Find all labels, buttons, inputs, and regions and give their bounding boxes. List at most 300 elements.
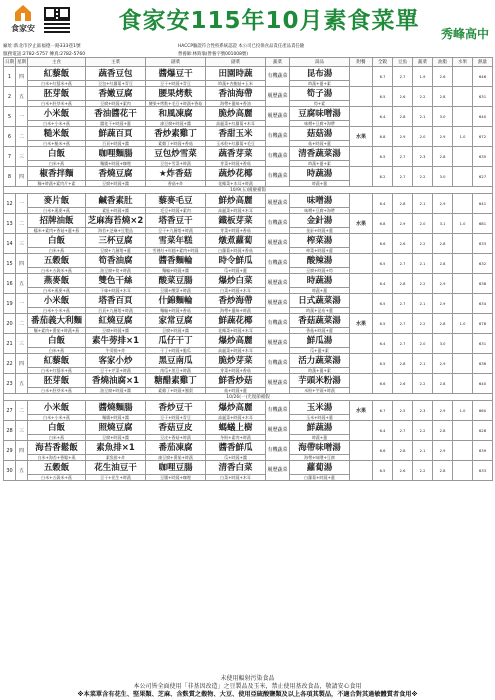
side-1-ingredients: 豆干+花生+時蔬 bbox=[86, 475, 146, 481]
date-cell: 5 bbox=[4, 107, 16, 127]
side-dish-3: 脆炒芽菜 bbox=[206, 354, 266, 368]
nutrition-value: 2.1 bbox=[413, 294, 433, 314]
main-dish: 小米飯 bbox=[28, 294, 86, 308]
column-header: 蔬菜 bbox=[266, 58, 290, 67]
main-ingredients: 白米+燕 bbox=[28, 161, 86, 167]
soup-cell: 昆布湯 bbox=[290, 67, 350, 81]
vegetable-cell: 履歷蔬菜 bbox=[266, 334, 290, 354]
nutrition-value: 2.3 bbox=[413, 147, 433, 167]
nutrition-value: 2.9 bbox=[433, 127, 453, 147]
side-dish-3: 爆炒高麗 bbox=[206, 401, 266, 415]
calorie-cell: 627 bbox=[473, 167, 493, 187]
side-dish-2: 和風凍腐 bbox=[146, 107, 206, 121]
side-3-ingredients: 菇+時蔬+薑 bbox=[206, 388, 266, 394]
main-ingredients: 白米+胚芽米+燕 bbox=[28, 388, 86, 394]
soup-ingredients: 金針+時蔬+薑 bbox=[290, 228, 350, 234]
main-dish: 五穀飯 bbox=[28, 461, 86, 475]
main-dish: 白飯 bbox=[28, 147, 86, 161]
qr-code-icon[interactable] bbox=[44, 7, 70, 33]
nutrition-value: 2.2 bbox=[413, 87, 433, 107]
main-ingredients: 糯米+素肉+香菇+薑+燕 bbox=[28, 228, 86, 234]
table-row bbox=[4, 421, 493, 435]
soup-cell: 豆腐味噌湯 bbox=[290, 107, 350, 121]
nutrition-value: 2.2 bbox=[413, 234, 433, 254]
soup-cell: 海帶味噌湯 bbox=[290, 441, 350, 455]
weekday-cell: 五 bbox=[16, 374, 28, 394]
vegetable-cell: 履歷蔬菜 bbox=[266, 421, 290, 441]
side-3-ingredients: 海帶+薑絲+時蔬 bbox=[206, 308, 266, 314]
nutrition-value: 2.0 bbox=[413, 214, 433, 234]
main-ingredients: 白米+小米+燕 bbox=[28, 121, 86, 127]
table-row bbox=[4, 461, 493, 475]
nutrition-value: 2.8 bbox=[433, 147, 453, 167]
date-cell: 13 bbox=[4, 214, 16, 234]
side-dish-1: 客家小炒 bbox=[86, 354, 146, 368]
date-cell: 22 bbox=[4, 354, 16, 374]
calorie-cell: 678 bbox=[473, 314, 493, 334]
nutrition-value: 2.7 bbox=[393, 294, 413, 314]
side-dish-3: 鮮炒高麗 bbox=[206, 194, 266, 208]
soup-cell: 時蔬湯 bbox=[290, 167, 350, 181]
soup-cell: 榨菜湯 bbox=[290, 234, 350, 248]
fruit-cell: 水果 bbox=[350, 214, 373, 234]
vegetable-cell: 履歷蔬菜 bbox=[266, 461, 290, 481]
nutrition-value: 6.5 bbox=[373, 294, 393, 314]
nutrition-value: 2.7 bbox=[393, 334, 413, 354]
main-dish: 胚芽飯 bbox=[28, 87, 86, 101]
menu-table bbox=[3, 57, 493, 481]
nutrition-value: 2.9 bbox=[433, 274, 453, 294]
soup-ingredients: 筍+素 bbox=[290, 101, 350, 107]
calorie-cell: 640 bbox=[473, 107, 493, 127]
side-dish-1: 醬燒麵腸 bbox=[86, 401, 146, 415]
nutrition-value: 2.7 bbox=[393, 421, 413, 441]
fruit-cell bbox=[350, 274, 373, 294]
column-header: 豆魚 bbox=[393, 58, 413, 67]
side-dish-1: 素魚排×1 bbox=[86, 441, 146, 455]
table-row bbox=[4, 334, 493, 348]
side-2-ingredients: 香菇+炸 bbox=[146, 181, 206, 187]
soup-cell: 筍子湯 bbox=[290, 87, 350, 101]
side-2-ingredients: 南瓜+黑豆+時蔬 bbox=[146, 368, 206, 374]
nutrition-value: 2.7 bbox=[393, 67, 413, 87]
side-3-ingredients: 瓜+時蔬+薑 bbox=[206, 268, 266, 274]
nutrition-value: 2.7 bbox=[393, 147, 413, 167]
nutrition-value: 6.6 bbox=[373, 374, 393, 394]
fruit-cell: 水果 bbox=[350, 314, 373, 334]
fruit-cell bbox=[350, 334, 373, 354]
side-dish-1: 鹹香素肚 bbox=[86, 194, 146, 208]
column-header: 全穀 bbox=[373, 58, 393, 67]
side-dish-3: 蔬香芽菜 bbox=[206, 147, 266, 161]
vegetable-cell: 履歷蔬菜 bbox=[266, 234, 290, 254]
side-dish-1: 鮮蔬百頁 bbox=[86, 127, 146, 141]
soup-ingredients: 時蔬+薑 bbox=[290, 181, 350, 187]
main-dish: 招牌油飯 bbox=[28, 214, 86, 228]
fruit-cell bbox=[350, 167, 373, 187]
soup-ingredients: 菇+時蔬+薑 bbox=[290, 141, 350, 147]
main-dish: 紅藜飯 bbox=[28, 67, 86, 81]
side-1-ingredients: 豆腐+時蔬+醬 bbox=[86, 181, 146, 187]
side-3-ingredients: 玉米粒+紅蘿蔔+毛豆 bbox=[206, 141, 266, 147]
fruit-cell bbox=[350, 67, 373, 87]
nutrition-value: 2.2 bbox=[413, 461, 433, 481]
nutrition-value: 6.5 bbox=[373, 354, 393, 374]
main-dish: 胚芽飯 bbox=[28, 374, 86, 388]
nutrition-value: 6.6 bbox=[373, 234, 393, 254]
side-dish-3: 鮮蔬花椰 bbox=[206, 314, 266, 328]
weekday-cell: 四 bbox=[16, 167, 28, 187]
nutrition-value: 2.8 bbox=[433, 461, 453, 481]
side-dish-1: 咖哩麵腸 bbox=[86, 147, 146, 161]
table-row bbox=[4, 374, 493, 388]
soup-ingredients: 白蘿蔔+時蔬+薑 bbox=[290, 475, 350, 481]
nutrition-value: 2.3 bbox=[413, 401, 433, 421]
calorie-cell: 628 bbox=[473, 421, 493, 441]
nutrition-value: 6.4 bbox=[373, 421, 393, 441]
weekday-cell: 四 bbox=[16, 441, 28, 461]
soup-ingredients: 時蔬+薑+素 bbox=[290, 161, 350, 167]
nutrition-value bbox=[453, 374, 473, 394]
side-2-ingredients: 豆腸+時蔬+咖哩 bbox=[146, 475, 206, 481]
haccp-info: HACCP驗證符合性校系統認證 本公司已投保食品責任產品責任險 bbox=[178, 44, 305, 49]
nutrition-value bbox=[453, 274, 473, 294]
nutrition-value: 2.9 bbox=[433, 401, 453, 421]
table-row bbox=[4, 254, 493, 268]
nutrition-value: 2.6 bbox=[393, 374, 413, 394]
soup-ingredients: 海帶+味噌+豆腐 bbox=[290, 455, 350, 461]
calorie-cell: 631 bbox=[473, 334, 493, 354]
holiday-note: 10/9(五)國慶補假 bbox=[4, 187, 493, 194]
nutrition-value bbox=[453, 194, 473, 214]
nutrition-value: 2.2 bbox=[413, 314, 433, 334]
side-3-ingredients: 高麗菜+時蔬+木耳 bbox=[206, 208, 266, 214]
nutrition-value: 6.5 bbox=[373, 461, 393, 481]
table-row bbox=[4, 194, 493, 208]
nutrition-value: 6.5 bbox=[373, 314, 393, 334]
column-header: 日期 bbox=[4, 58, 16, 67]
side-dish-2: 醬香麵輪 bbox=[146, 254, 206, 268]
fruit-cell bbox=[350, 147, 373, 167]
table-row bbox=[4, 147, 493, 161]
holiday-row bbox=[4, 394, 493, 401]
side-1-ingredients: 豆腐+時蔬+醬 bbox=[86, 328, 146, 334]
fruit-cell bbox=[350, 234, 373, 254]
side-1-ingredients: 百頁+九層塔+時蔬 bbox=[86, 308, 146, 314]
fruit-cell bbox=[350, 254, 373, 274]
table-row bbox=[4, 354, 493, 368]
nutrition-value: 3.0 bbox=[433, 107, 453, 127]
side-3-ingredients: 時蔬+杏鮑菇+玉米 bbox=[206, 81, 266, 87]
company-phone: 服務電話:2782-5757 傳真:2782-5760 bbox=[3, 52, 86, 57]
vegetable-cell: 有機蔬菜 bbox=[266, 441, 290, 461]
page-title: 食家安115年10月素食菜單 bbox=[118, 8, 420, 34]
fruit-cell bbox=[350, 294, 373, 314]
vegetable-cell: 履歷蔬菜 bbox=[266, 374, 290, 394]
table-row bbox=[4, 67, 493, 81]
nutrition-value: 2.0 bbox=[413, 334, 433, 354]
nutrition-value: 1.0 bbox=[453, 214, 473, 234]
column-header: 附餐 bbox=[350, 58, 373, 67]
weekday-cell: 三 bbox=[16, 421, 28, 441]
vegetable-cell: 履歷蔬菜 bbox=[266, 194, 290, 214]
soup-ingredients: 時蔬+薑+素 bbox=[290, 368, 350, 374]
side-dish-1: 芝麻海苔燒×2 bbox=[86, 214, 146, 228]
side-3-ingredients: 白菜+時蔬+木耳 bbox=[206, 288, 266, 294]
soup-cell: 芋頭米粉湯 bbox=[290, 374, 350, 388]
side-2-ingredients: 豆皮+香菇+時蔬 bbox=[146, 435, 206, 441]
soup-cell: 玉米湯 bbox=[290, 401, 350, 415]
calorie-cell: 632 bbox=[473, 254, 493, 274]
nutritionist-info: 營養師:林鈞瑜(營養字號001008號) bbox=[178, 52, 248, 57]
vegetable-cell: 履歷蔬菜 bbox=[266, 274, 290, 294]
side-dish-1: 香嫩豆腐 bbox=[86, 87, 146, 101]
weekday-cell: 二 bbox=[16, 127, 28, 147]
main-ingredients: 白米+紅藜米+燕 bbox=[28, 81, 86, 87]
main-ingredients: 白米+小米+燕 bbox=[28, 415, 86, 421]
nutrition-value: 2.2 bbox=[413, 167, 433, 187]
nutrition-value bbox=[453, 147, 473, 167]
soup-ingredients: 味噌+豆腐+海帶 bbox=[290, 121, 350, 127]
nutrition-value: 1.0 bbox=[453, 314, 473, 334]
date-cell: 15 bbox=[4, 254, 16, 274]
column-header: 副菜 bbox=[146, 58, 206, 67]
nutrition-value: 6.4 bbox=[373, 334, 393, 354]
nutrition-value: 2.8 bbox=[433, 421, 453, 441]
side-3-ingredients: 芽菜+時蔬+香菇 bbox=[206, 228, 266, 234]
fruit-cell bbox=[350, 421, 373, 441]
soup-cell: 鮮蔬湯 bbox=[290, 421, 350, 435]
weekday-cell: 一 bbox=[16, 194, 28, 214]
side-2-ingredients: 麵輪+時蔬+醬 bbox=[146, 268, 206, 274]
main-dish: 白飯 bbox=[28, 234, 86, 248]
nutrition-value: 2.8 bbox=[433, 87, 453, 107]
nutrition-value: 2.1 bbox=[413, 194, 433, 214]
fruit-cell: 水果 bbox=[350, 127, 373, 147]
calorie-cell: 646 bbox=[473, 67, 493, 87]
soup-ingredients: 香菇+時蔬+薑 bbox=[290, 328, 350, 334]
side-dish-1: 塔香百頁 bbox=[86, 294, 146, 308]
vegetable-cell: 有機蔬菜 bbox=[266, 314, 290, 334]
date-cell: 29 bbox=[4, 441, 16, 461]
side-2-ingredients: 豆干+時蔬+青豆 bbox=[146, 415, 206, 421]
column-header: 副菜 bbox=[206, 58, 266, 67]
nutrition-value bbox=[453, 334, 473, 354]
side-dish-1: 香燒油腐×1 bbox=[86, 374, 146, 388]
nutrition-value: 2.9 bbox=[393, 214, 413, 234]
date-cell: 12 bbox=[4, 194, 16, 214]
side-1-ingredients: 豆腐+時蔬+素肉 bbox=[86, 101, 146, 107]
side-dish-3: 爆炒白菜 bbox=[206, 274, 266, 288]
side-2-ingredients: 素雞丁+時蔬+鳳梨 bbox=[146, 388, 206, 394]
main-ingredients: 白米+紅藜米+燕 bbox=[28, 368, 86, 374]
side-3-ingredients: 高麗菜+紅蘿蔔+木耳 bbox=[206, 121, 266, 127]
nutrition-value: 1.0 bbox=[453, 401, 473, 421]
date-cell: 23 bbox=[4, 374, 16, 394]
column-header: 主菜 bbox=[86, 58, 146, 67]
nutrition-value bbox=[453, 254, 473, 274]
table-header-row bbox=[4, 58, 493, 67]
weekday-cell: 五 bbox=[16, 274, 28, 294]
side-dish-1: 筍香油腐 bbox=[86, 254, 146, 268]
side-2-ingredients: 干丁+時蔬+脆瓜 bbox=[146, 348, 206, 354]
nutrition-value: 2.2 bbox=[413, 374, 433, 394]
side-dish-2: 咖哩豆腸 bbox=[146, 461, 206, 475]
nutrition-value: 2.8 bbox=[433, 374, 453, 394]
side-dish-2: 香炒素雞丁 bbox=[146, 127, 206, 141]
nutrition-value: 2.1 bbox=[413, 354, 433, 374]
nutrition-value: 1.0 bbox=[453, 127, 473, 147]
side-1-ingredients: 百頁+時蔬+醬 bbox=[86, 141, 146, 147]
column-header: 主食 bbox=[28, 58, 86, 67]
side-2-ingredients: 毛豆+時蔬+素肉 bbox=[146, 208, 206, 214]
soup-cell: 金針湯 bbox=[290, 214, 350, 228]
main-ingredients: 麵+時蔬+素肉片+素 bbox=[28, 181, 86, 187]
calorie-cell: 660 bbox=[473, 401, 493, 421]
weekday-cell: 二 bbox=[16, 214, 28, 234]
side-dish-2: 黑豆南瓜 bbox=[146, 354, 206, 368]
date-cell: 20 bbox=[4, 314, 16, 334]
holiday-row bbox=[4, 187, 493, 194]
side-dish-2: 藜麥毛豆 bbox=[146, 194, 206, 208]
side-1-ingredients: 麵腸+時蔬+咖哩 bbox=[86, 161, 146, 167]
weekday-cell: 三 bbox=[16, 147, 28, 167]
fruit-cell bbox=[350, 441, 373, 461]
calorie-cell: 635 bbox=[473, 147, 493, 167]
soup-ingredients: 時蔬+薑+素 bbox=[290, 81, 350, 87]
main-dish: 小米飯 bbox=[28, 401, 86, 415]
side-3-ingredients: 高麗菜+時蔬+木耳 bbox=[206, 415, 266, 421]
nutrition-value: 3.1 bbox=[433, 214, 453, 234]
column-header: 蔬菜 bbox=[413, 58, 433, 67]
soup-ingredients: 米粉+芋頭+時蔬 bbox=[290, 388, 350, 394]
side-dish-2: 番茄凍腐 bbox=[146, 441, 206, 455]
side-1-ingredients: 油豆腐+時蔬+醬 bbox=[86, 388, 146, 394]
main-ingredients: 白米+燕 bbox=[28, 348, 86, 354]
side-dish-3: 清香白菜 bbox=[206, 461, 266, 475]
nutrition-value bbox=[453, 107, 473, 127]
nutrition-value: 6.7 bbox=[373, 401, 393, 421]
soup-cell: 酸辣湯 bbox=[290, 254, 350, 268]
nutrition-value bbox=[453, 167, 473, 187]
weekday-cell: 五 bbox=[16, 461, 28, 481]
main-dish: 椒香拌麵 bbox=[28, 167, 86, 181]
fruit-cell bbox=[350, 194, 373, 214]
side-2-ingredients: 腰果+烤麩+毛豆+時蔬+香菇 bbox=[146, 101, 206, 107]
nutrition-value: 2.8 bbox=[393, 107, 413, 127]
nutrition-value: 2.9 bbox=[433, 294, 453, 314]
nutrition-value: 2.8 bbox=[433, 234, 453, 254]
side-3-ingredients: 冬粉+素肉+時蔬 bbox=[206, 435, 266, 441]
footer-radiation-note: 未使用輻射污染食品 bbox=[220, 675, 275, 682]
main-ingredients: 白米+胚芽米+燕 bbox=[28, 101, 86, 107]
table-row bbox=[4, 167, 493, 181]
main-ingredients: 白米+燕 bbox=[28, 248, 86, 254]
weekday-cell: 三 bbox=[16, 234, 28, 254]
calorie-cell: 636 bbox=[473, 354, 493, 374]
date-cell: 8 bbox=[4, 167, 16, 187]
vegetable-cell: 有機蔬菜 bbox=[266, 67, 290, 87]
side-dish-3: 螞蟻上樹 bbox=[206, 421, 266, 435]
side-dish-2: 糖醋素雞丁 bbox=[146, 374, 206, 388]
main-ingredients: 白米+小米+燕 bbox=[28, 308, 86, 314]
fruit-cell: 水果 bbox=[350, 401, 373, 421]
calorie-cell: 672 bbox=[473, 127, 493, 147]
nutrition-value: 6.5 bbox=[373, 87, 393, 107]
house-icon bbox=[15, 5, 31, 21]
side-dish-2: 家常豆腐 bbox=[146, 314, 206, 328]
side-1-ingredients: 豆腐+九層塔+薑 bbox=[86, 248, 146, 254]
vegetable-cell: 有機蔬菜 bbox=[266, 127, 290, 147]
nutrition-value: 2.7 bbox=[393, 314, 413, 334]
main-ingredients: 白米+燕麥+燕 bbox=[28, 288, 86, 294]
date-cell: 30 bbox=[4, 461, 16, 481]
vegetable-cell: 有機蔬菜 bbox=[266, 401, 290, 421]
nutrition-value: 6.4 bbox=[373, 194, 393, 214]
main-dish: 海苔香鬆飯 bbox=[28, 441, 86, 455]
calorie-cell: 633 bbox=[473, 461, 493, 481]
weekday-cell: 二 bbox=[16, 401, 28, 421]
soup-ingredients: 榨菜+時蔬+薑 bbox=[290, 248, 350, 254]
nutrition-value: 2.2 bbox=[413, 421, 433, 441]
side-dish-2: ★炸香菇 bbox=[146, 167, 206, 181]
table-row bbox=[4, 401, 493, 415]
company-logo bbox=[3, 3, 43, 41]
soup-cell: 菇菇湯 bbox=[290, 127, 350, 141]
soup-cell: 味噌湯 bbox=[290, 194, 350, 208]
side-3-ingredients: 海帶+薑絲+香油 bbox=[206, 101, 266, 107]
main-ingredients: 白米+燕麥+燕 bbox=[28, 208, 86, 214]
nutrition-value bbox=[453, 294, 473, 314]
date-cell: 14 bbox=[4, 234, 16, 254]
soup-cell: 時蔬湯 bbox=[290, 274, 350, 288]
side-2-ingredients: 豆干+九層塔+時蔬 bbox=[146, 228, 206, 234]
nutrition-value: 2.6 bbox=[393, 461, 413, 481]
nutrition-value: 6.2 bbox=[373, 167, 393, 187]
side-1-ingredients: 素肚+時蔬+醬 bbox=[86, 208, 146, 214]
nutrition-value: 2.9 bbox=[433, 354, 453, 374]
side-dish-2: 什錦麵輪 bbox=[146, 294, 206, 308]
footer-gmo-note: 本公司皆全面使用「非基因改造」之豆製品及玉米，禁止使用基改食品，敬請安心食用 bbox=[133, 683, 362, 690]
nutrition-value: 2.7 bbox=[393, 167, 413, 187]
nutrition-value: 2.6 bbox=[393, 234, 413, 254]
nutrition-value bbox=[453, 87, 473, 107]
nutrition-value: 3.0 bbox=[433, 167, 453, 187]
side-1-ingredients: 素魚排+炸 bbox=[86, 455, 146, 461]
main-ingredients: 麵+素肉+番茄+時蔬+燕 bbox=[28, 328, 86, 334]
weekday-cell: 五 bbox=[16, 87, 28, 107]
side-1-ingredients: 油豆腐+筍+時蔬 bbox=[86, 268, 146, 274]
side-2-ingredients: 豆包+雪菜+時蔬 bbox=[146, 161, 206, 167]
date-cell: 19 bbox=[4, 294, 16, 314]
date-cell: 6 bbox=[4, 127, 16, 147]
nutrition-value: 2.6 bbox=[433, 67, 453, 87]
nutrition-value: 2.8 bbox=[433, 314, 453, 334]
side-dish-1: 香燒豆腐 bbox=[86, 167, 146, 181]
side-dish-1: 照燒豆腐 bbox=[86, 421, 146, 435]
weekday-cell: 一 bbox=[16, 294, 28, 314]
column-header: 油脂 bbox=[433, 58, 453, 67]
holiday-note: 10/26(一)光復節補假 bbox=[4, 394, 493, 401]
nutrition-value bbox=[453, 67, 473, 87]
main-dish: 小米飯 bbox=[28, 107, 86, 121]
soup-ingredients: 豆腐+時蔬+筍 bbox=[290, 268, 350, 274]
side-dish-3: 燉煮蘿蔔 bbox=[206, 234, 266, 248]
side-2-ingredients: 雪裡紅+年糕+素肉+時蔬 bbox=[146, 248, 206, 254]
side-3-ingredients: 白菜+時蔬+木耳 bbox=[206, 475, 266, 481]
nutrition-value: 2.0 bbox=[413, 127, 433, 147]
vegetable-cell: 有機蔬菜 bbox=[266, 167, 290, 187]
